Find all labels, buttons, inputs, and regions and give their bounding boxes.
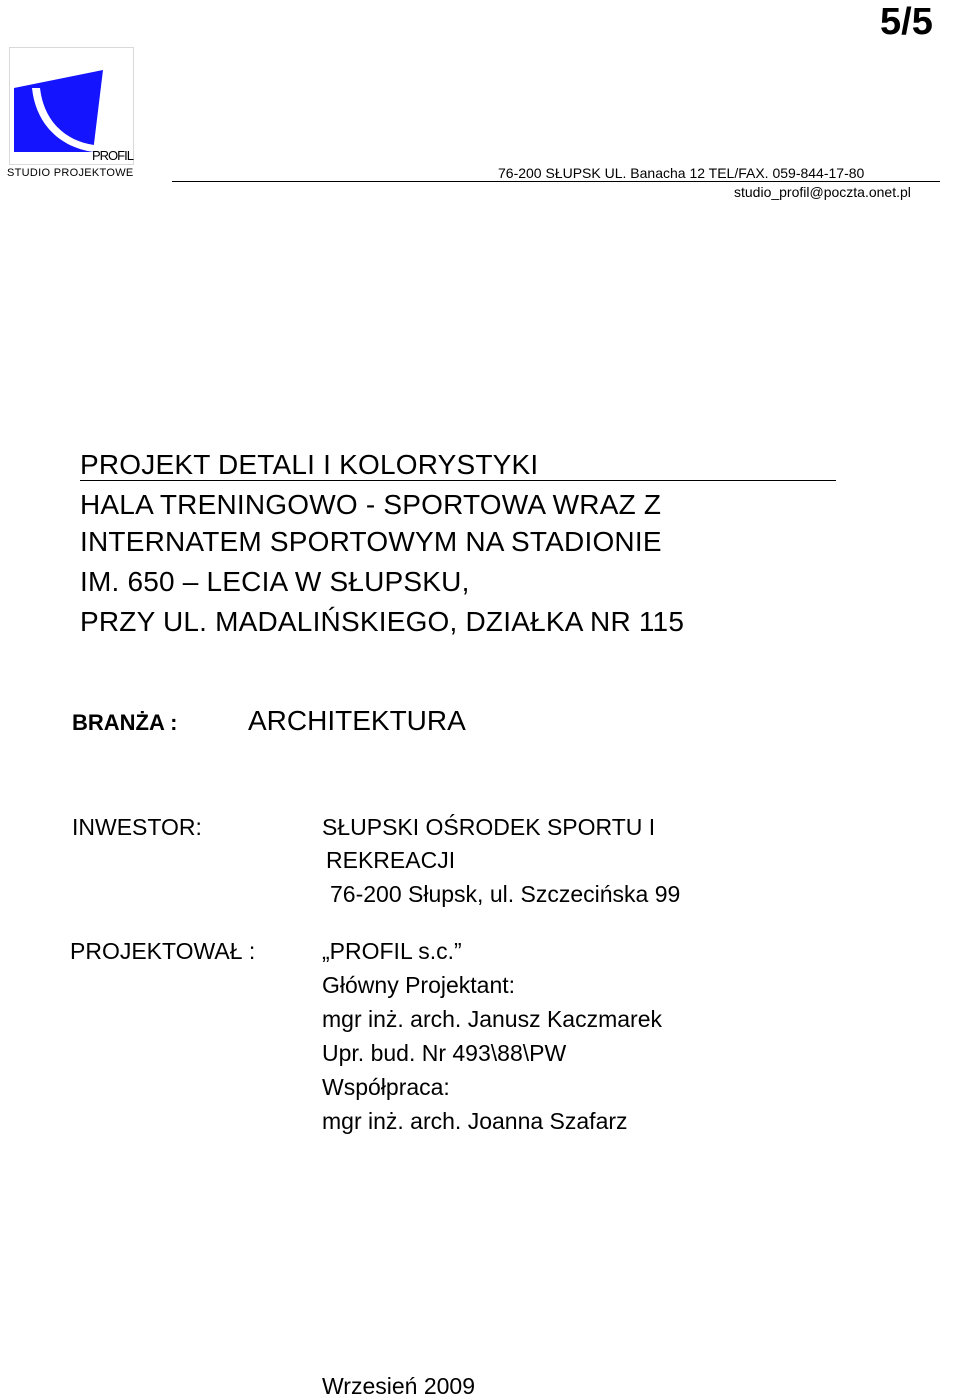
investor-label: INWESTOR: [72, 814, 202, 840]
page-number: 5/5 [880, 1, 933, 43]
investor-line: REKREACJI [326, 847, 456, 873]
discipline-label: BRANŻA : [72, 710, 178, 735]
designer-line: Upr. bud. Nr 493\88\PW [322, 1040, 567, 1066]
designer-line: Główny Projektant: [322, 972, 516, 998]
designer-label: PROJEKTOWAŁ : [70, 938, 256, 964]
project-title-line: IM. 650 – LECIA W SŁUPSKU, [80, 566, 470, 597]
project-title-line: PROJEKT DETALI I KOLORYSTYKI [80, 449, 539, 480]
investor-line: 76-200 Słupsk, ul. Szczecińska 99 [330, 881, 681, 907]
header-divider [172, 181, 940, 182]
designer-line: mgr inż. arch. Joanna Szafarz [322, 1108, 628, 1134]
project-title-line: PRZY UL. MADALIŃSKIEGO, DZIAŁKA NR 115 [80, 606, 685, 637]
investor-line: SŁUPSKI OŚRODEK SPORTU I [322, 814, 656, 840]
project-title-line: INTERNATEM SPORTOWYM NA STADIONIE [80, 526, 662, 557]
studio-address: 76-200 SŁUPSK UL. Banacha 12 TEL/FAX. 059-844-17-80 [498, 165, 865, 181]
project-title-line: HALA TRENINGOWO - SPORTOWA WRAZ Z [80, 489, 662, 520]
designer-line: Współpraca: [322, 1074, 450, 1100]
logo-subtitle: STUDIO PROJEKTOWE [7, 167, 134, 179]
discipline-value: ARCHITEKTURA [248, 705, 466, 736]
logo-wordmark: PROFIL [92, 148, 133, 163]
document-date: Wrzesień 2009 [322, 1373, 475, 1399]
title-underline [80, 480, 836, 481]
studio-email: studio_profil@poczta.onet.pl [734, 184, 911, 200]
designer-firm: „PROFIL s.c.” [322, 938, 462, 964]
designer-line: mgr inż. arch. Janusz Kaczmarek [322, 1006, 663, 1032]
